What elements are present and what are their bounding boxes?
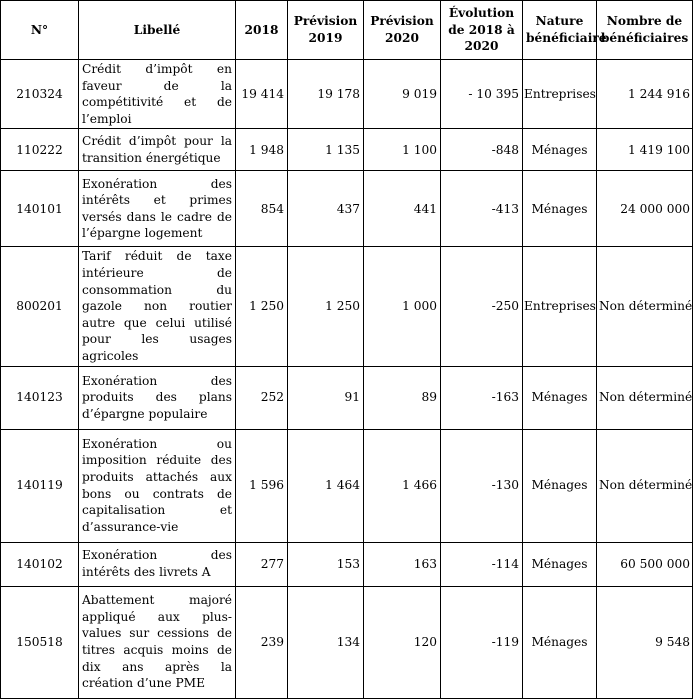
row-nombre: Non déterminé: [597, 247, 693, 366]
header-num: N°: [1, 1, 79, 60]
row-2020: 1 100: [364, 129, 441, 171]
header-prevision-2020: Prévision 2020: [364, 1, 441, 60]
row-2018: 1 596: [236, 429, 288, 542]
row-2019: 437: [288, 171, 364, 247]
header-2018: 2018: [236, 1, 288, 60]
table-row: [1, 247, 693, 366]
row-2018: 252: [236, 366, 288, 429]
row-evolution: -114: [441, 542, 523, 586]
table-row: [1, 129, 693, 171]
row-number: 210324: [1, 60, 79, 129]
row-2020: 163: [364, 542, 441, 586]
row-2019: 1 135: [288, 129, 364, 171]
row-2018: 277: [236, 542, 288, 586]
row-2019: 91: [288, 366, 364, 429]
header-nombre: Nombre de bénéficiaires: [597, 1, 693, 60]
row-2020: 1 466: [364, 429, 441, 542]
row-number: 140119: [1, 429, 79, 542]
row-nombre: 1 244 916: [597, 60, 693, 129]
row-evolution: -848: [441, 129, 523, 171]
row-libelle: Tarif réduit de taxe intérieure de consommation du gazole non routier autre que celui utilisé pour les usages agricoles: [79, 247, 236, 366]
row-number: 800201: [1, 247, 79, 366]
row-libelle: Exonération des intérêts des livrets A: [79, 542, 236, 586]
row-number: 140123: [1, 366, 79, 429]
header-row: [1, 1, 693, 60]
row-evolution: - 10 395: [441, 60, 523, 129]
row-nature: Ménages: [523, 542, 597, 586]
row-evolution: -250: [441, 247, 523, 366]
row-nombre: Non déterminé: [597, 429, 693, 542]
row-2019: 19 178: [288, 60, 364, 129]
header-prevision-2019: Prévision 2019: [288, 1, 364, 60]
row-number: 110222: [1, 129, 79, 171]
row-nature: Ménages: [523, 586, 597, 698]
row-libelle: Exonération ou imposition réduite des produits attachés aux bons ou contrats de capitalisation et d’assurance-vie: [79, 429, 236, 542]
row-evolution: -163: [441, 366, 523, 429]
row-2018: 854: [236, 171, 288, 247]
row-2020: 1 000: [364, 247, 441, 366]
row-2019: 1 464: [288, 429, 364, 542]
row-2019: 134: [288, 586, 364, 698]
table-row: [1, 366, 693, 429]
row-nature: Ménages: [523, 366, 597, 429]
row-2018: 239: [236, 586, 288, 698]
row-nombre: 1 419 100: [597, 129, 693, 171]
row-libelle: Exonération des produits des plans d’épargne populaire: [79, 366, 236, 429]
row-nature: Ménages: [523, 171, 597, 247]
table-row: [1, 542, 693, 586]
row-nombre: 24 000 000: [597, 171, 693, 247]
row-nature: Ménages: [523, 129, 597, 171]
row-libelle: Abattement majoré appliqué aux plus-values sur cessions de titres acquis moins de dix ans après la création d’une PME: [79, 586, 236, 698]
header-evolution: Évolution de 2018 à 2020: [441, 1, 523, 60]
row-2019: 153: [288, 542, 364, 586]
row-evolution: -119: [441, 586, 523, 698]
header-libelle: Libellé: [79, 1, 236, 60]
row-2020: 120: [364, 586, 441, 698]
table-row: [1, 60, 693, 129]
row-nombre: Non déterminé: [597, 366, 693, 429]
row-nombre: 60 500 000: [597, 542, 693, 586]
row-nature: Entreprises: [523, 247, 597, 366]
row-number: 140102: [1, 542, 79, 586]
row-evolution: -413: [441, 171, 523, 247]
row-nature: Entreprises: [523, 60, 597, 129]
row-2019: 1 250: [288, 247, 364, 366]
table-row: [1, 586, 693, 698]
row-number: 150518: [1, 586, 79, 698]
row-number: 140101: [1, 171, 79, 247]
row-2020: 9 019: [364, 60, 441, 129]
row-nombre: 9 548: [597, 586, 693, 698]
row-libelle: Crédit d’impôt pour la transition énergétique: [79, 129, 236, 171]
row-2020: 441: [364, 171, 441, 247]
row-evolution: -130: [441, 429, 523, 542]
row-2020: 89: [364, 366, 441, 429]
row-2018: 1 250: [236, 247, 288, 366]
table-row: [1, 429, 693, 542]
row-2018: 1 948: [236, 129, 288, 171]
row-nature: Ménages: [523, 429, 597, 542]
header-nature: Nature bénéficiaire: [523, 1, 597, 60]
row-2018: 19 414: [236, 60, 288, 129]
row-libelle: Exonération des intérêts et primes versés dans le cadre de l’épargne logement: [79, 171, 236, 247]
table-row: [1, 171, 693, 247]
row-libelle: Crédit d’impôt en faveur de la compétitivité et de l’emploi: [79, 60, 236, 129]
